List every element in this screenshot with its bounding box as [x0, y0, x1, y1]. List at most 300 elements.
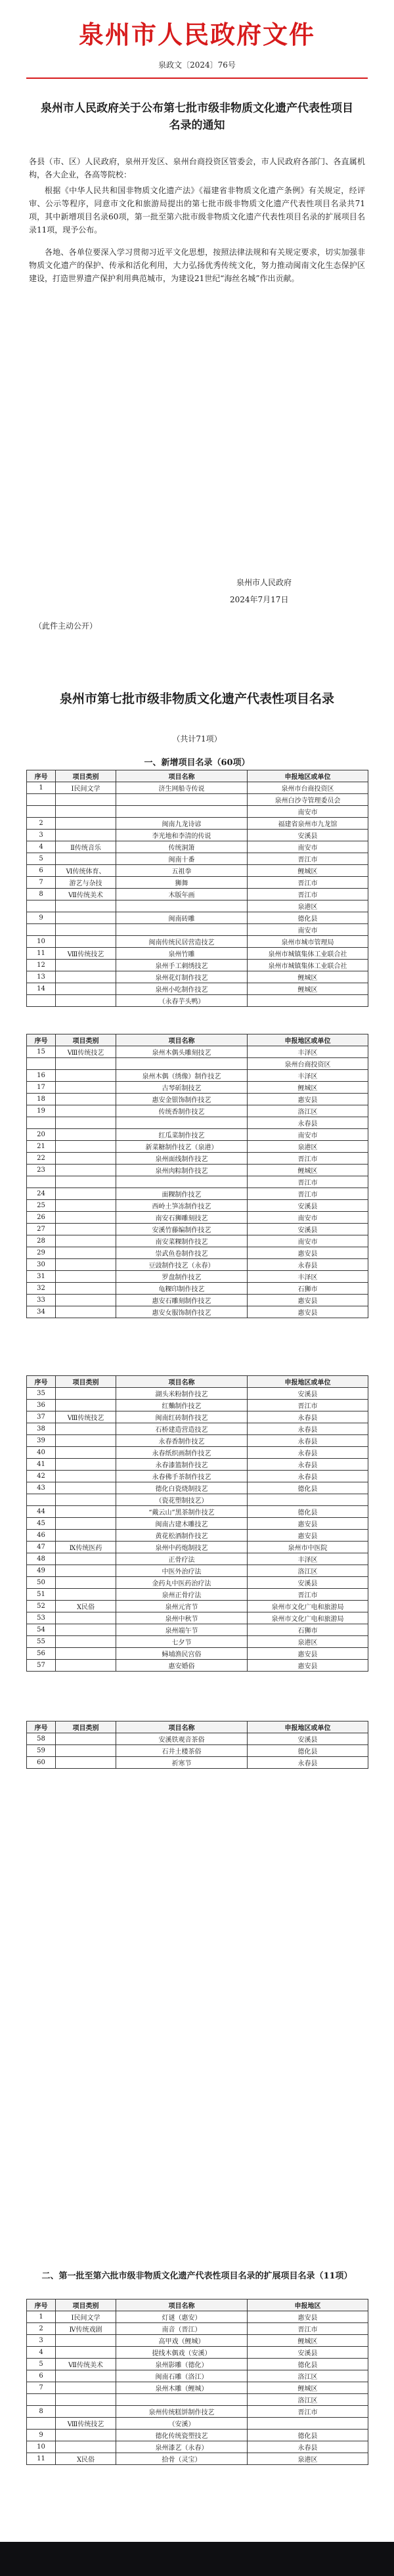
cell-region: 泉州台商投资区	[248, 1058, 368, 1070]
cell-no: 43	[27, 1482, 56, 1494]
cell-no: 4	[27, 841, 56, 853]
table-row	[27, 1612, 368, 1624]
cell-cat	[56, 1188, 116, 1200]
table-row	[27, 794, 368, 806]
cell-no: 23	[27, 1165, 56, 1176]
cell-region: 安溪县	[248, 1577, 368, 1589]
table-row	[27, 1388, 368, 1400]
table-row	[27, 1530, 368, 1542]
cell-name: 安溪铁观音茶俗	[116, 1733, 248, 1745]
cell-name: 新菜糖制作技艺（泉港）	[116, 1141, 248, 1153]
cell-no	[27, 1176, 56, 1188]
header-region: 申报地区或单位	[248, 1034, 368, 1046]
cell-cat	[56, 1648, 116, 1660]
cell-name: 泉州传统糕饼制作技艺	[116, 2406, 248, 2418]
cell-region: 泉港区	[248, 900, 368, 912]
cell-region: 泉州市文化广电和旅游局	[248, 1612, 368, 1624]
cell-cat	[56, 900, 116, 912]
cell-no: 11	[27, 948, 56, 960]
table-row	[27, 877, 368, 889]
cell-cat: Ⅱ传统音乐	[56, 841, 116, 853]
cell-name: 红麯制作技艺	[116, 1400, 248, 1411]
cell-region: 惠安县	[248, 2311, 368, 2323]
cell-region: 惠安县	[248, 1094, 368, 1105]
cell-name: 泉州肉粽制作技艺	[116, 1165, 248, 1176]
cell-no: 35	[27, 1388, 56, 1400]
cell-no: 60	[27, 1757, 56, 1769]
cell-cat: Ⅷ传统技艺	[56, 1046, 116, 1058]
cell-name: 惠安金银饰制作技艺	[116, 1094, 248, 1105]
cell-name: 闽南石雕（洛江）	[116, 2370, 248, 2382]
cell-region: 泉州市城镇集体工业联合社	[248, 960, 368, 971]
cell-cat	[56, 1612, 116, 1624]
cell-name: 拾骨（灵宝）	[116, 2453, 248, 2465]
cell-no: 8	[27, 2406, 56, 2418]
cell-region: 泉港区	[248, 2453, 368, 2465]
cell-name: 闽南砖雕	[116, 912, 248, 924]
cell-no: 22	[27, 1153, 56, 1165]
project-table-part-3	[26, 1375, 368, 1672]
cell-cat	[56, 1553, 116, 1565]
cell-no: 56	[27, 1648, 56, 1660]
cell-name: 闽南古建木雕技艺	[116, 1518, 248, 1530]
cell-name: 泉州花灯制作技艺	[116, 971, 248, 983]
cell-region: 鲤城区	[248, 865, 368, 877]
cell-cat	[56, 2430, 116, 2441]
table-row	[27, 900, 368, 912]
table-row	[27, 1745, 368, 1757]
table-row	[27, 1259, 368, 1271]
cell-region: 晋江市	[248, 853, 368, 865]
table-row	[27, 948, 368, 960]
table-row	[27, 1129, 368, 1141]
cell-cat: Ⅷ传统技艺	[56, 948, 116, 960]
cell-cat	[56, 924, 116, 936]
cell-region: 丰泽区	[248, 1070, 368, 1082]
cell-region: 德化县	[248, 2359, 368, 2370]
cell-cat	[56, 1565, 116, 1577]
cell-cat	[56, 1482, 116, 1494]
cell-name: 崇武鱼卷制作技艺	[116, 1247, 248, 1259]
cell-no: 45	[27, 1518, 56, 1530]
cell-no: 10	[27, 936, 56, 948]
cell-region: 丰泽区	[248, 1046, 368, 1058]
cell-no: 6	[27, 865, 56, 877]
cell-region: 永春县	[248, 1459, 368, 1471]
cell-region: 泉港区	[248, 1636, 368, 1648]
cell-region: 南安市	[248, 1129, 368, 1141]
cell-cat	[56, 1530, 116, 1542]
cell-cat	[56, 1105, 116, 1117]
cell-name: 永春纸织画制作技艺	[116, 1447, 248, 1459]
cell-cat	[56, 806, 116, 818]
cell-cat: Ⅸ传统医药	[56, 1542, 116, 1553]
table-row	[27, 1624, 368, 1636]
cell-no	[27, 924, 56, 936]
cell-cat	[56, 2441, 116, 2453]
cell-cat: Ⅶ传统美术	[56, 2359, 116, 2370]
cell-name: 西岭土笋冻制作技艺	[116, 1200, 248, 1212]
table-row	[27, 1295, 368, 1306]
cell-name: 正骨疗法	[116, 1553, 248, 1565]
cell-cat	[56, 1141, 116, 1153]
table-row	[27, 1636, 368, 1648]
table-row	[27, 2323, 368, 2335]
cell-region: 鲤城区	[248, 983, 368, 995]
cell-region: 泉州市城镇集体工业联合社	[248, 948, 368, 960]
table-row	[27, 1423, 368, 1435]
cell-name: 提线木偶戏（安溪）	[116, 2347, 248, 2359]
table-row	[27, 2418, 368, 2430]
cell-name: 南安石狮雕刻技艺	[116, 1212, 248, 1224]
header-region: 申报地区或单位	[248, 1721, 368, 1733]
project-table-part-1	[26, 770, 368, 1007]
cell-name: 泉州面线制作技艺	[116, 1153, 248, 1165]
cell-region	[248, 995, 368, 1007]
cell-cat: Ⅳ传统戏剧	[56, 2323, 116, 2335]
cell-no: 1	[27, 2311, 56, 2323]
cell-name: 面粿制作技艺	[116, 1188, 248, 1200]
cell-cat	[56, 1745, 116, 1757]
cell-region: 惠安县	[248, 1306, 368, 1318]
cell-region: 惠安县	[248, 1518, 368, 1530]
cell-region: 南安市	[248, 924, 368, 936]
cell-no: 28	[27, 1235, 56, 1247]
cell-no: 6	[27, 2370, 56, 2382]
cell-no	[27, 1058, 56, 1070]
header-category: 项目类别	[56, 770, 116, 782]
cell-region: 石狮市	[248, 1283, 368, 1295]
cell-region: 永春县	[248, 1447, 368, 1459]
cell-region: 惠安县	[248, 1530, 368, 1542]
project-table-part-2	[26, 1034, 368, 1318]
cell-region: 永春县	[248, 1757, 368, 1769]
cell-cat: Ⅷ传统技艺	[56, 2418, 116, 2430]
cell-name: 蟳埔渔民宫俗	[116, 1648, 248, 1660]
cell-region: 晋江市	[248, 2323, 368, 2335]
table-row	[27, 865, 368, 877]
cell-region: 安溪县	[248, 830, 368, 841]
cell-no: 51	[27, 1589, 56, 1601]
table-row	[27, 1082, 368, 1094]
cell-name: 永春香制作技艺	[116, 1435, 248, 1447]
cell-region: 永春县	[248, 1435, 368, 1447]
cell-name: 古琴斫制技艺	[116, 1082, 248, 1094]
cell-cat	[56, 830, 116, 841]
cell-cat: Ⅷ传统技艺	[56, 1411, 116, 1423]
table-row	[27, 1200, 368, 1212]
table-row	[27, 960, 368, 971]
table-row	[27, 1070, 368, 1082]
notice-paragraph-1: 根据《中华人民共和国非物质文化遗产法》《福建省非物质文化遗产条例》有关规定，经评审、公示等程序，同意市文化和旅游局提出的第七批市级非物质文化遗产代表性项目名录共71项，其中新增项目名录60项，第一批至第六批市级非物质文化遗产代表性项目名录的扩展项目名录11项，现予公布。	[29, 186, 365, 234]
cell-cat	[56, 2347, 116, 2359]
cell-no: 14	[27, 983, 56, 995]
cell-name: 泉州元宵节	[116, 1601, 248, 1612]
cell-region: 惠安县	[248, 1247, 368, 1259]
cell-no	[27, 900, 56, 912]
cell-no: 55	[27, 1636, 56, 1648]
cell-no	[27, 995, 56, 1007]
cell-name	[116, 1058, 248, 1070]
table-row	[27, 1506, 368, 1518]
cell-no	[27, 2394, 56, 2406]
signing-date: 2024年7月17日	[230, 595, 289, 604]
cell-name: 泉州木偶（绣像）制作技艺	[116, 1070, 248, 1082]
header-name: 项目名称	[116, 770, 248, 782]
cell-cat	[56, 1058, 116, 1070]
cell-cat	[56, 995, 116, 1007]
header-category: 项目类别	[56, 1721, 116, 1733]
cell-region: 安溪县	[248, 1733, 368, 1745]
table-row	[27, 2359, 368, 2370]
header-name: 项目名称	[116, 2299, 248, 2311]
table-row	[27, 1212, 368, 1224]
cell-cat	[56, 1624, 116, 1636]
cell-no: 5	[27, 2359, 56, 2370]
table-row	[27, 924, 368, 936]
cell-name: 李光地和李清的传说	[116, 830, 248, 841]
table-row	[27, 1165, 368, 1176]
cell-region: 丰泽区	[248, 1271, 368, 1283]
cell-name	[116, 806, 248, 818]
cell-name: 石井土楼茶俗	[116, 1745, 248, 1757]
cell-name: 中医外治疗法	[116, 1565, 248, 1577]
cell-region: 晋江市	[248, 2406, 368, 2418]
cell-region: 晋江市	[248, 877, 368, 889]
cell-region: 丰泽区	[248, 1553, 368, 1565]
cell-no: 26	[27, 1212, 56, 1224]
table-row	[27, 936, 368, 948]
cell-cat: 游艺与杂技	[56, 877, 116, 889]
cell-region: 安溪县	[248, 2347, 368, 2359]
table-row	[27, 1400, 368, 1411]
cell-name: 泉州影雕（德化）	[116, 2359, 248, 2370]
cell-cat	[56, 2382, 116, 2394]
cell-region: 石狮市	[248, 1624, 368, 1636]
cell-no: 12	[27, 960, 56, 971]
cell-no: 39	[27, 1435, 56, 1447]
cell-region: 安溪县	[248, 1388, 368, 1400]
disclosure-note: （此件主动公开）	[34, 621, 98, 631]
cell-cat: Ⅶ传统美术	[56, 889, 116, 900]
cell-no: 31	[27, 1271, 56, 1283]
table-row	[27, 1224, 368, 1235]
cell-name: 惠安石雕刻制作技艺	[116, 1295, 248, 1306]
cell-cat: Ⅵ传统体育、	[56, 865, 116, 877]
cell-no: 37	[27, 1411, 56, 1423]
cell-name	[116, 2394, 248, 2406]
cell-name: 泉州竹雕	[116, 948, 248, 960]
table-row	[27, 1601, 368, 1612]
cell-cat: Ⅹ民俗	[56, 2453, 116, 2465]
annex-title: 泉州市第七批市级非物质文化遗产代表性项目名录	[59, 692, 334, 706]
cell-no: 38	[27, 1423, 56, 1435]
cell-no: 27	[27, 1224, 56, 1235]
cell-cat	[56, 1271, 116, 1283]
cell-cat	[56, 2394, 116, 2406]
cell-no: 36	[27, 1400, 56, 1411]
cell-region: 晋江市	[248, 1589, 368, 1601]
cell-no: 58	[27, 1733, 56, 1745]
cell-name: 金药丸中医药治疗法	[116, 1577, 248, 1589]
cell-name: 泉州木偶头雕刻技艺	[116, 1046, 248, 1058]
cell-no: 15	[27, 1046, 56, 1058]
cell-cat	[56, 1471, 116, 1482]
cell-region: 泉州市台商投资区	[248, 782, 368, 794]
cell-region: 鲤城区	[248, 1165, 368, 1176]
table-row	[27, 1494, 368, 1506]
cell-region: 洛江区	[248, 1105, 368, 1117]
cell-cat	[56, 1070, 116, 1082]
table-row	[27, 1565, 368, 1577]
table-row	[27, 2441, 368, 2453]
cell-region: 永春县	[248, 1471, 368, 1482]
header-name: 项目名称	[116, 1034, 248, 1046]
cell-name: 灯谜（惠安）	[116, 2311, 248, 2323]
cell-cat	[56, 1400, 116, 1411]
cell-name: 安溪竹藤编制作技艺	[116, 1224, 248, 1235]
cell-cat	[56, 1129, 116, 1141]
cell-no: 20	[27, 1129, 56, 1141]
cell-no: 2	[27, 2323, 56, 2335]
cell-cat	[56, 853, 116, 865]
cell-no: 1	[27, 782, 56, 794]
cell-region: 永春县	[248, 1259, 368, 1271]
cell-name: 德化传统瓷塑技艺	[116, 2430, 248, 2441]
cell-name: 黄花松酒制作技艺	[116, 1530, 248, 1542]
cell-cat	[56, 1200, 116, 1212]
cell-name: 七夕节	[116, 1636, 248, 1648]
header-category: 项目类别	[56, 1034, 116, 1046]
cell-no: 32	[27, 1283, 56, 1295]
table-row	[27, 1046, 368, 1058]
table-row	[27, 841, 368, 853]
cell-no	[27, 2418, 56, 2430]
table-row	[27, 2453, 368, 2465]
notice-title: 泉州市人民政府关于公布第七批市级非物质文化遗产代表性项目名录的通知	[41, 102, 353, 132]
cell-cat	[56, 1259, 116, 1271]
cell-cat	[56, 1733, 116, 1745]
section-2-title: 二、第一批至第六批市级非物质文化遗产代表性项目名录的扩展项目名录（11项）	[41, 2271, 353, 2281]
cell-cat	[56, 1247, 116, 1259]
cell-cat	[56, 1082, 116, 1094]
cell-name: 传统洞箫	[116, 841, 248, 853]
cell-cat	[56, 1283, 116, 1295]
table-row	[27, 1306, 368, 1318]
cell-region: 安溪县	[248, 1224, 368, 1235]
cell-name: 木版年画	[116, 889, 248, 900]
cell-cat	[56, 1518, 116, 1530]
table-row	[27, 1105, 368, 1117]
cell-region: 永春县	[248, 2441, 368, 2453]
cell-name: 闽南传统民居营造技艺	[116, 936, 248, 948]
cell-name: 南安菜粿制作技艺	[116, 1235, 248, 1247]
table-row	[27, 1247, 368, 1259]
cell-no: 33	[27, 1295, 56, 1306]
cell-region: 泉港区	[248, 1141, 368, 1153]
table-row	[27, 912, 368, 924]
cell-region: 洛江区	[248, 2394, 368, 2406]
cell-name	[116, 1117, 248, 1129]
document-number: 泉政文〔2024〕76号	[158, 60, 236, 70]
cell-no: 7	[27, 2382, 56, 2394]
header-no: 序号	[27, 1721, 56, 1733]
cell-name: 狮舞	[116, 877, 248, 889]
header-no: 序号	[27, 770, 56, 782]
table-row	[27, 1235, 368, 1247]
cell-no: 24	[27, 1188, 56, 1200]
cell-cat	[56, 1306, 116, 1318]
cell-region: 德化县	[248, 912, 368, 924]
cell-no: 16	[27, 1070, 56, 1082]
cell-name: 五祖拳	[116, 865, 248, 877]
table-row	[27, 1518, 368, 1530]
cell-region: 泉州白沙寺管理委员会	[248, 794, 368, 806]
cell-name: 高甲戏（鲤城）	[116, 2335, 248, 2347]
table-row	[27, 1141, 368, 1153]
cell-region: 南安市	[248, 806, 368, 818]
cell-name: （永春芋头鸭）	[116, 995, 248, 1007]
cell-cat: I民间文学	[56, 782, 116, 794]
cell-cat	[56, 971, 116, 983]
cell-region: 洛江区	[248, 1565, 368, 1577]
cell-name	[116, 794, 248, 806]
cell-region: 泉州市城市管理局	[248, 936, 368, 948]
cell-no: 25	[27, 1200, 56, 1212]
cell-name: 永春佛手茶制作技艺	[116, 1471, 248, 1482]
cell-no: 3	[27, 830, 56, 841]
cell-region: 德化县	[248, 1745, 368, 1757]
cell-cat	[56, 1094, 116, 1105]
header-name: 项目名称	[116, 1376, 248, 1388]
cell-no: 53	[27, 1612, 56, 1624]
table-row	[27, 2382, 368, 2394]
cell-cat	[56, 794, 116, 806]
cell-no: 30	[27, 1259, 56, 1271]
table-row	[27, 1411, 368, 1423]
table-row	[27, 2394, 368, 2406]
cell-no: 52	[27, 1601, 56, 1612]
table-row	[27, 2335, 368, 2347]
table-row	[27, 853, 368, 865]
cell-no: 2	[27, 818, 56, 830]
cell-no: 13	[27, 971, 56, 983]
cell-name: （瓷花塑制技艺）	[116, 1494, 248, 1506]
cell-region: 鲤城区	[248, 971, 368, 983]
cell-name: “戴云山”黑茶制作技艺	[116, 1506, 248, 1518]
header-no: 序号	[27, 1034, 56, 1046]
cell-region	[248, 2418, 368, 2430]
cell-no: 57	[27, 1660, 56, 1672]
table-row	[27, 983, 368, 995]
cell-no: 8	[27, 889, 56, 900]
cell-cat	[56, 1388, 116, 1400]
cell-cat	[56, 1577, 116, 1589]
table-row	[27, 1094, 368, 1105]
table-row	[27, 806, 368, 818]
table-row	[27, 1117, 368, 1129]
cell-cat	[56, 912, 116, 924]
table-row	[27, 2370, 368, 2382]
cell-cat	[56, 1660, 116, 1672]
cell-region	[248, 1494, 368, 1506]
cell-name	[116, 1176, 248, 1188]
cell-name: 惠安婚俗	[116, 1660, 248, 1672]
header-no: 序号	[27, 1376, 56, 1388]
cell-name	[116, 924, 248, 936]
cell-name: （安溪）	[116, 2418, 248, 2430]
table-row	[27, 1589, 368, 1601]
